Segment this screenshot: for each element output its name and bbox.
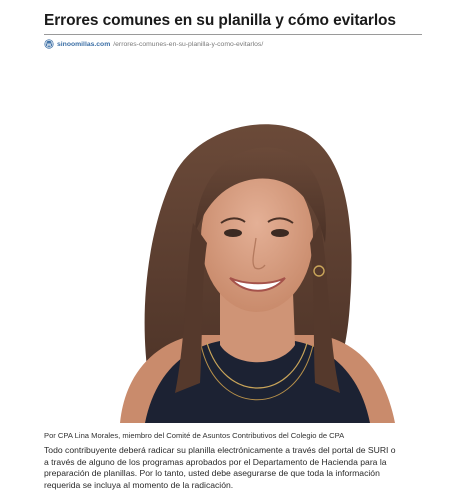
source-path[interactable]: /errores-comunes-en-su-planilla-y-como-evitarlos/ — [113, 40, 264, 48]
title-divider — [44, 34, 422, 35]
wordpress-icon — [44, 39, 54, 49]
article-body — [44, 445, 428, 491]
photo-caption: Por CPA Lina Morales, miembro del Comité de Asuntos Contributivos del Colegio de CPA — [44, 431, 345, 440]
body-line: requerida se incluya al momento de la radicación. — [44, 479, 234, 490]
source-link[interactable] — [44, 38, 263, 50]
body-line: Todo contribuyente deberá radicar su planilla electrónicamente a través del portal de SURI o — [44, 445, 396, 455]
source-domain[interactable]: sinoomillas.com — [57, 40, 111, 48]
article-title: Errores comunes en su planilla y cómo evitarlos — [44, 12, 396, 29]
body-line: preparación de planillas. Por lo tanto, usted debe asegurarse de que toda la información — [44, 468, 380, 479]
body-line: a través de alguno de los programas aprobados por el Departamento de Hacienda para la — [44, 456, 387, 467]
author-photo — [115, 113, 400, 423]
